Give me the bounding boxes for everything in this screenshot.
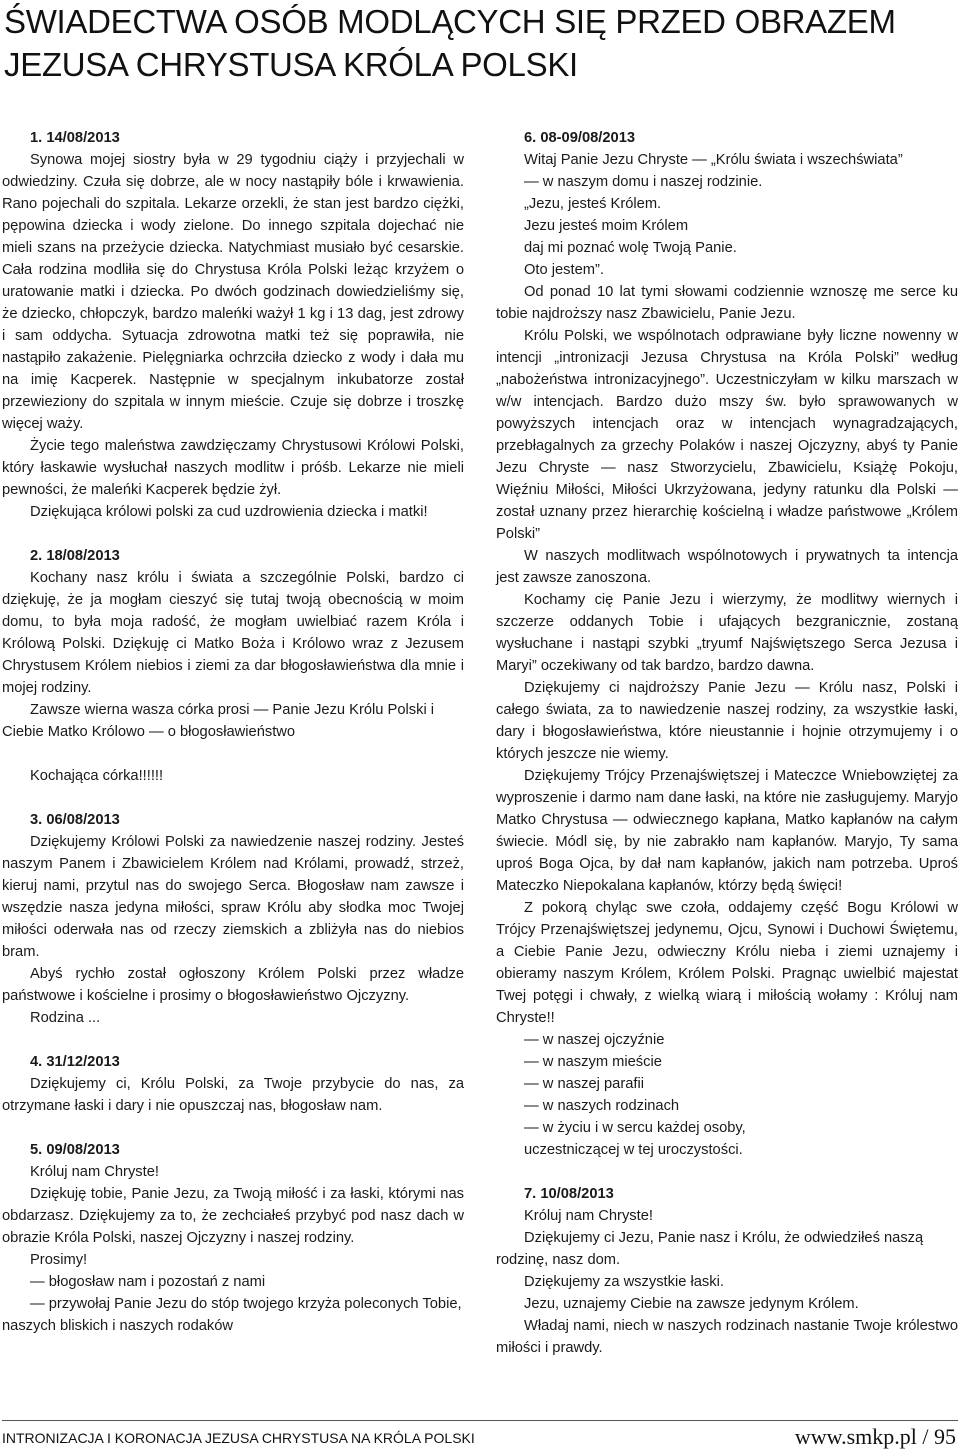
testimony-5-line-1: Króluj nam Chryste! bbox=[30, 1164, 159, 1180]
testimony-3-paragraph-2: Abyś rychło został ogłoszony Królem Polski przez władze państwowe i kościelne i prosimy o błogosławieństwo Ojczyzny. bbox=[2, 966, 464, 1004]
testimony-6-paragraph-2: Królu Polski, we wspólnotach odprawiane były liczne nowenny w intencji „intronizacji Jezusa Chrystusa na Króla Polski” według „nabożeństwa intronizacyjnego”. Uczestniczyłam w kilku marszach w w/w intencjach. Bardzo dużo mszy św. było sprawowanych w powyższych intencjach oraz w intencjach wynagradzających, przebłagalnych za grzechy Polaków i naszej Ojczyzny, abyś ty Panie Jezu Chryste — nasz Stworzycielu, Zbawicielu, Książę Pokoju, Więźniu Miłości, Miłości Ukrzyżowana, jedyny ratunku dla Polski — został uznany przez hierarchię kościelną i władze państwowe „Królem Polski” bbox=[496, 328, 958, 542]
testimony-3-paragraph-1: Dziękujemy Królowi Polski za nawiedzenie naszej rodziny. Jesteś naszym Panem i Zbawicielem Królem nad Królami, prowadź, strzeż, kieruj nami, przytul nas do swojego Serca. Błogosław nam zawsze i wszędzie nasza jedyna miłości, spraw Królu aby słodka moc Twojej miłości oderwała nas od rzeczy ziemskich a zbliżyła nas do niebios bram. bbox=[2, 834, 464, 960]
testimony-6-line-1: Witaj Panie Jezu Chryste — „Królu świata i wszechświata” bbox=[524, 152, 903, 168]
testimony-6-list-item: — w naszym mieście bbox=[524, 1054, 662, 1070]
testimony-2-paragraph-1: Kochany nasz królu i świata a szczególnie Polski, bardzo ci dziękuję, że ja mogłam cieszyć się tutaj twoją obecnością w moim domu, to była moja radość, że mogłam uwielbiać razem Króla i Królową Polski. Dziękuję ci Matko Boża i Królowo wraz z Jezusem Chrystusem Królem niebios i ziemi za dar błogosławieństwa dla mnie i mojej rodziny. bbox=[2, 570, 464, 696]
testimony-6-paragraph-4: Kochamy cię Panie Jezu i wierzymy, że modlitwy wiernych i szczerze oddanych Tobie i ufających bezgranicznie, zostaną wysłuchane i nastąpi szybki „tryumf Najświętszego Serca Jezusa i Maryi” oczekiwany od tak bardzo, bardzo dawna. bbox=[496, 592, 958, 674]
testimony-3-signature: Rodzina ... bbox=[30, 1010, 101, 1026]
page-title-line-1: ŚWIADECTWA OSÓB MODLĄCYCH SIĘ PRZED OBRAZEM bbox=[4, 3, 896, 40]
testimony-5-line-2: Prosimy! bbox=[30, 1252, 88, 1268]
testimony-5-paragraph-1: Dziękuję tobie, Panie Jezu, za Twoją miłość i za łaski, którymi nas obdarzasz. Dziękujemy za to, że zechciałeś przybyć pod nasz dach w obrazie Króla Polski, naszej Ojczyzny i naszej rodziny. bbox=[2, 1186, 464, 1246]
right-column bbox=[496, 127, 958, 1359]
testimony-6-list-item: — w naszej ojczyźnie bbox=[524, 1032, 665, 1048]
testimony-6-list-item: — w życiu i w sercu każdej osoby, bbox=[524, 1120, 746, 1136]
testimony-6-list-item: uczestniczącej w tej uroczystości. bbox=[524, 1142, 743, 1158]
testimony-6-paragraph-1: Od ponad 10 lat tymi słowami codziennie wznoszę me serce ku tobie najdroższy nasz Zbawicielu, Panie Jezu. bbox=[496, 284, 958, 322]
testimony-3-heading: 3. 06/08/2013 bbox=[30, 812, 120, 828]
testimony-6-line-3: „Jezu, jesteś Królem. bbox=[524, 196, 662, 212]
testimony-2-paragraph-2: Zawsze wierna wasza córka prosi — Panie Jezu Królu Polski i Ciebie Matko Królowo — o błogosławieństwo bbox=[2, 702, 435, 740]
testimony-7-line-2: Dziękujemy za wszystkie łaski. bbox=[524, 1274, 724, 1290]
testimony-7-line-3: Jezu, uznajemy Ciebie na zawsze jedynym Królem. bbox=[524, 1296, 859, 1312]
testimony-6-line-6: Oto jestem”. bbox=[524, 262, 604, 278]
testimony-7-heading: 7. 10/08/2013 bbox=[524, 1186, 614, 1202]
footer-divider bbox=[2, 1420, 958, 1421]
testimony-2-signature: Kochająca córka!!!!!! bbox=[30, 768, 164, 784]
testimony-5-heading: 5. 09/08/2013 bbox=[30, 1142, 120, 1158]
testimony-6-heading: 6. 08-09/08/2013 bbox=[524, 130, 636, 146]
testimony-6-line-4: Jezu jesteś moim Królem bbox=[524, 218, 689, 234]
testimony-1-paragraph-1: Synowa mojej siostry była w 29 tygodniu ciąży i przyjechali w odwiedziny. Czuła się dobrze, ale w nocy nastąpiły bóle i krwawienia. Rano pojechali do szpitala. Lekarze orzekli, że stan jest bardzo ciężki, pępowina dziecka i wody zielone. Do innego szpitala dojechać nie mieli szans na przeżycie dziecka. Natychmiast musiało być cesarskie. Cała rodzina modliła się do Chrystusa Króla Polski leżąc krzyżem o uratowanie matki i dziecka. Po dwóch godzinach dowiedzieliśmy się, że dziecko, chłopczyk, bardzo maleńki ważył 1 kg i 13 dag, jest zdrowy i sam oddycha. Sytuacja zdrowotna matki też się poprawiła, nie nastąpiło zakażenie. Pielęgniarka ochrzciła dziecko z wody i dała mu na imię Kacperek. Następnie w specjalnym inkubatorze został przewieziony do szpitala w innym mieście. Czuje się dobrze i troszkę więcej waży. bbox=[2, 152, 464, 432]
left-column bbox=[2, 127, 464, 1337]
page-title bbox=[4, 0, 954, 86]
testimony-5-paragraph-2: — przywołaj Panie Jezu do stóp twojego krzyża poleconych Tobie, naszych bliskich i naszych rodaków bbox=[2, 1296, 462, 1334]
testimony-6-paragraph-6: Dziękujemy Trójcy Przenajświętszej i Mateczce Wniebowziętej za wyproszenie i darmo nam dane łaski, na które nie zasługujemy. Maryjo Matko Chrystusa — odwiecznego kapłana, Matko kapłanów na całym świecie. Módl się, by nie zabrakło nam kapłanów. Maryjo, Ty sama uproś Boga Ojca, by dał nam kapłanów, jakich nam potrzeba. Uproś Mateczko Niepokalana kapłanów, którzy będą święci! bbox=[496, 768, 958, 894]
testimony-7-line-1: Króluj nam Chryste! bbox=[524, 1208, 653, 1224]
testimony-7-paragraph-2: Władaj nami, niech w naszych rodzinach nastanie Twoje królestwo miłości i prawdy. bbox=[496, 1318, 958, 1356]
testimony-1-paragraph-3: Dziękująca królowi polski za cud uzdrowienia dziecka i matki! bbox=[30, 504, 428, 520]
testimony-6-line-5: daj mi poznać wolę Twoją Panie. bbox=[524, 240, 737, 256]
testimony-6-list-item: — w naszej parafii bbox=[524, 1076, 644, 1092]
footer-publication-title: INTRONIZACJA I KORONACJA JEZUSA CHRYSTUSA NA KRÓLA POLSKI bbox=[2, 1430, 475, 1446]
footer-page-number: www.smkp.pl / 95 bbox=[794, 1424, 956, 1449]
testimony-6-paragraph-5: Dziękujemy ci najdroższy Panie Jezu — Królu nasz, Polski i całego świata, za to nawiedzenie naszej rodziny, za wszystkie łaski, dary i błogosławieństwa, które nieustannie i hojnie otrzymujemy i o których jeszcze nie wiemy. bbox=[496, 680, 958, 762]
testimony-5-line-3: — błogosław nam i pozostań z nami bbox=[30, 1274, 266, 1290]
testimony-2-heading: 2. 18/08/2013 bbox=[30, 548, 120, 564]
testimony-1-heading: 1. 14/08/2013 bbox=[30, 130, 120, 146]
testimony-4-paragraph-1: Dziękujemy ci, Królu Polski, za Twoje przybycie do nas, za otrzymane łaski i dary i nie opuszczaj nas, błogosław nam. bbox=[2, 1076, 464, 1114]
testimony-6-paragraph-3: W naszych modlitwach wspólnotowych i prywatnych ta intencja jest zawsze zanoszona. bbox=[496, 548, 958, 586]
testimony-6-paragraph-7: Z pokorą chyląc swe czoła, oddajemy część Bogu Królowi w Trójcy Przenajświętszej jedynemu, Ojcu, Synowi i Duchowi Świętemu, a Ciebie Panie Jezu, odwieczny Królu nieba i ziemi uznajemy i obieramy naszym Królem, Królem Polski. Pragnąc uwielbić majestat Twej potęgi i chwały, z wielką wiarą i miłością wołamy : Króluj nam Chryste!! bbox=[496, 900, 958, 1026]
testimony-7-paragraph-1: Dziękujemy ci Jezu, Panie nasz i Królu, że odwiedziłeś naszą rodzinę, nasz dom. bbox=[496, 1230, 924, 1268]
testimony-4-heading: 4. 31/12/2013 bbox=[30, 1054, 120, 1070]
testimony-1-paragraph-2: Życie tego maleństwa zawdzięczamy Chrystusowi Królowi Polski, który łaskawie wysłuchał naszych modlitw i próśb. Lekarze nie mieli pewności, że maleńki Kacperek będzie żył. bbox=[2, 438, 464, 498]
testimony-6-line-2: — w naszym domu i naszej rodzinie. bbox=[524, 174, 763, 190]
testimony-6-list-item: — w naszych rodzinach bbox=[524, 1098, 680, 1114]
page-title-line-2: JEZUSA CHRYSTUSA KRÓLA POLSKI bbox=[4, 46, 578, 83]
